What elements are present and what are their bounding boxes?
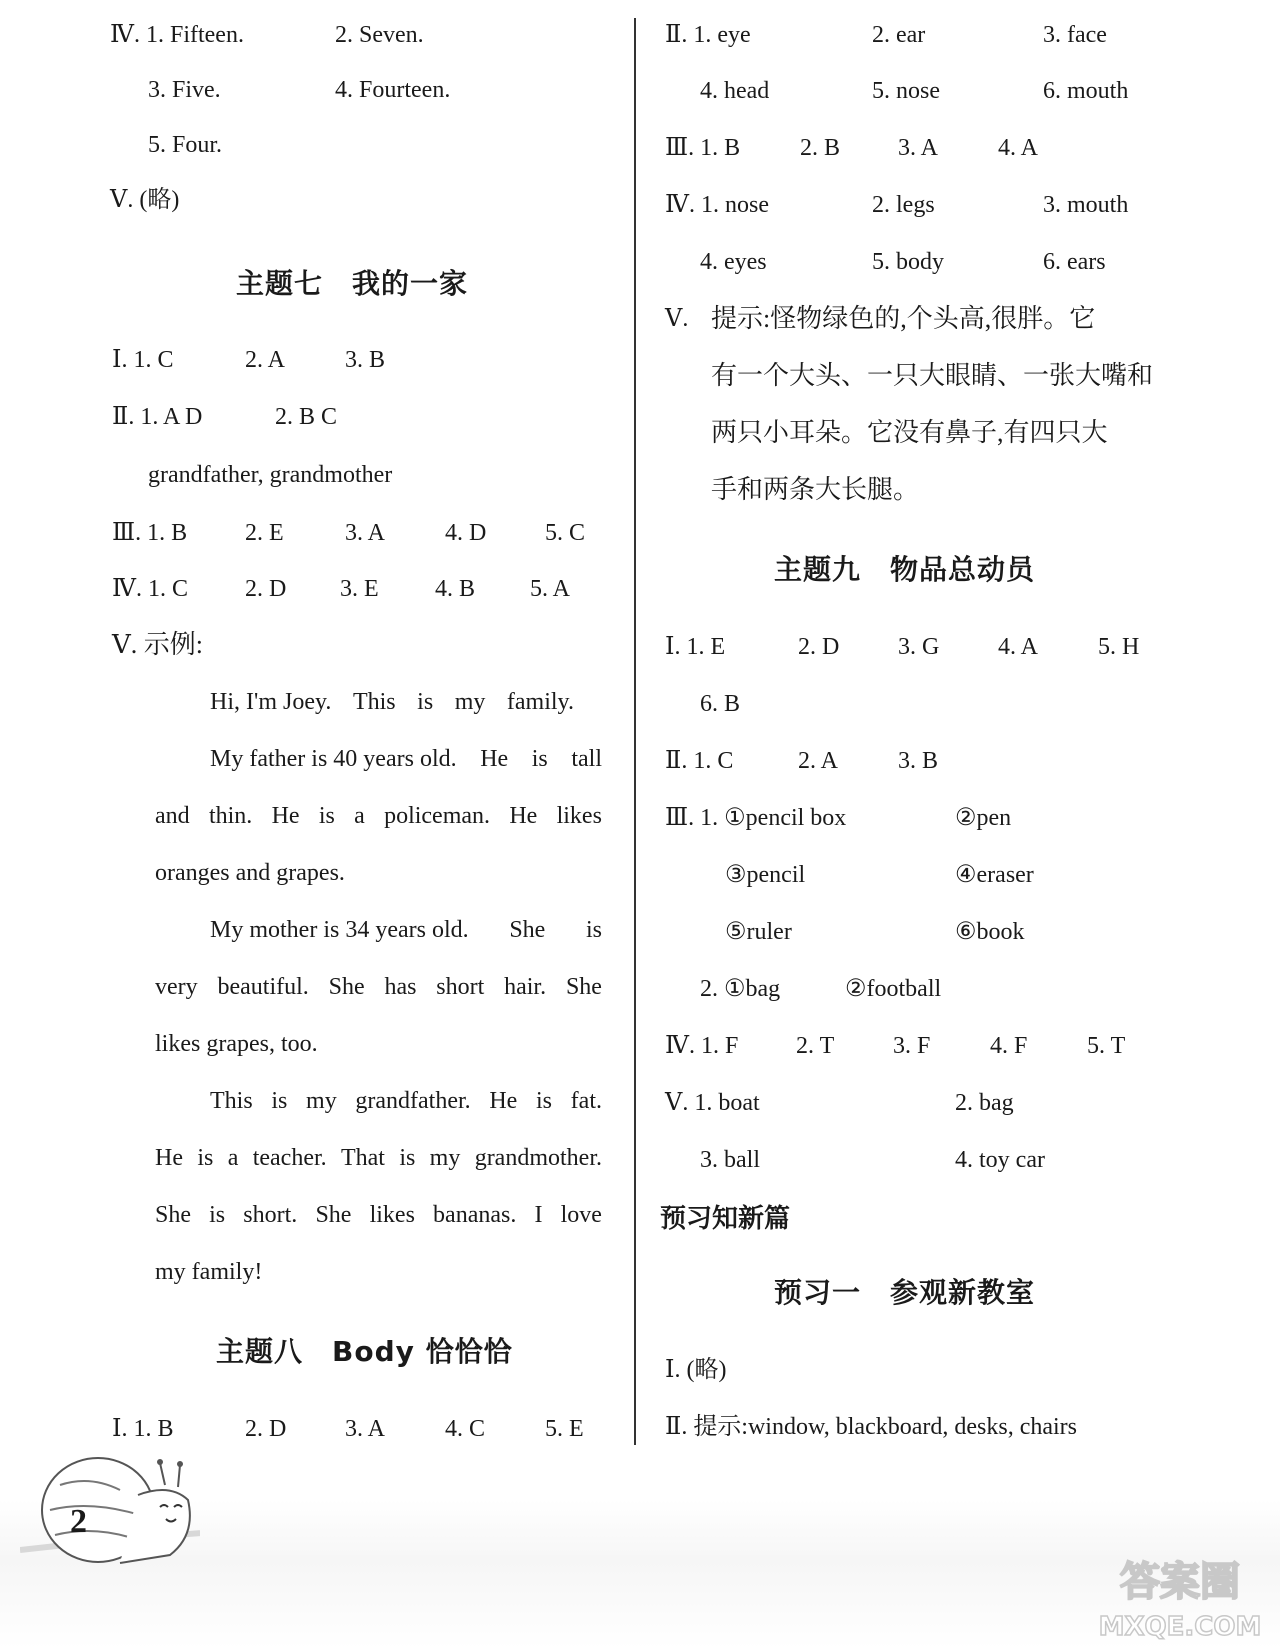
- t9-iii-7: 2. ①bag: [700, 976, 781, 1002]
- snail-icon: [20, 1455, 200, 1570]
- t7-iii-4: 4. D: [445, 520, 487, 546]
- r-iv-1: Ⅳ. 1. nose: [665, 192, 769, 218]
- t7-iii-1: Ⅲ. 1. B: [112, 520, 188, 546]
- r-v-line-4: 手和两条大长腿。: [711, 475, 920, 504]
- t9-i-6: 6. B: [700, 691, 741, 717]
- t7-i-1: Ⅰ. 1. C: [112, 347, 174, 373]
- t8-i-2: 2. D: [245, 1416, 287, 1442]
- t9-v-2: 2. bag: [955, 1090, 1014, 1116]
- t9-ii-3: 3. B: [898, 748, 939, 774]
- r-ii-4: 4. head: [700, 78, 770, 104]
- t9-i-5: 5. H: [1098, 634, 1140, 660]
- t9-iv-3: 3. F: [893, 1033, 931, 1059]
- r-iv-2: 2. legs: [872, 192, 935, 218]
- t7-ii-2: 2. B C: [275, 404, 338, 430]
- t8-i-1: Ⅰ. 1. B: [112, 1416, 174, 1442]
- t7-iv-1: Ⅳ. 1. C: [112, 576, 188, 602]
- answer-l-4-5: 5. Four.: [148, 132, 223, 158]
- r-ii-3: 3. face: [1043, 22, 1107, 48]
- column-divider: [634, 18, 636, 1445]
- section-heading: 预习知新篇: [660, 1204, 791, 1234]
- t9-v-1: Ⅴ. 1. boat: [665, 1090, 760, 1116]
- t9-i-2: 2. D: [798, 634, 840, 660]
- t7-iv-2: 2. D: [245, 576, 287, 602]
- t9-v-4: 4. toy car: [955, 1147, 1045, 1173]
- t9-iii-4: ④eraser: [955, 862, 1034, 888]
- r-iii-2: 2. B: [800, 135, 841, 161]
- t9-iv-2: 2. T: [796, 1033, 835, 1059]
- t9-iv-1: Ⅳ. 1. F: [665, 1033, 739, 1059]
- r-iii-1: Ⅲ. 1. B: [665, 135, 741, 161]
- page-number: 2: [70, 1503, 87, 1540]
- t9-iii-1: Ⅲ. 1. ①pencil box: [665, 805, 847, 831]
- svg-text:MXQE.COM: MXQE.COM: [1098, 1612, 1262, 1642]
- answer-l-5: Ⅴ. (略): [110, 187, 180, 213]
- essay-line-3: and thin. He is a policeman. He likes: [155, 803, 602, 829]
- t9-i-4: 4. A: [998, 634, 1039, 660]
- t9-i-3: 3. G: [898, 634, 940, 660]
- essay-line-2: My father is 40 years old. He is tall: [210, 746, 602, 772]
- essay-line-1: Hi, I'm Joey. This is my family.: [210, 689, 574, 715]
- t7-i-2: 2. A: [245, 347, 286, 373]
- t7-v-label: Ⅴ. 示例:: [112, 630, 204, 659]
- t7-iii-2: 2. E: [245, 520, 284, 546]
- t8-i-3: 3. A: [345, 1416, 386, 1442]
- r-iii-4: 4. A: [998, 135, 1039, 161]
- t9-iii-5: ⑤ruler: [725, 919, 792, 945]
- t8-i-4: 4. C: [445, 1416, 486, 1442]
- t7-iv-3: 3. E: [340, 576, 379, 602]
- r-v-line-1: 提示:怪物绿色的,个头高,很胖。它: [711, 304, 1096, 333]
- answer-l-4-2: 2. Seven.: [335, 22, 424, 48]
- r-v-line-2: 有一个大头、一只大眼睛、一张大嘴和: [711, 361, 1154, 390]
- r-iv-4: 4. eyes: [700, 249, 767, 275]
- r-iv-3: 3. mouth: [1043, 192, 1129, 218]
- r-ii-1: Ⅱ. 1. eye: [665, 22, 751, 48]
- watermark-logo: [1090, 1550, 1270, 1645]
- essay-line-8: This is my grandfather. He is fat.: [210, 1088, 602, 1114]
- theme9-title: 主题九 物品总动员: [774, 553, 1036, 586]
- t8-i-5: 5. E: [545, 1416, 584, 1442]
- p1-i: Ⅰ. (略): [665, 1357, 727, 1383]
- answer-l-4-3: 3. Five.: [148, 77, 221, 103]
- t9-iii-3: ③pencil: [725, 862, 806, 888]
- essay-line-9: He is a teacher. That is my grandmother.: [155, 1145, 602, 1171]
- t9-iii-2: ②pen: [955, 805, 1012, 831]
- theme8-title: 主题八 Body 恰恰恰: [216, 1335, 513, 1368]
- r-ii-5: 5. nose: [872, 78, 940, 104]
- t7-iv-5: 5. A: [530, 576, 571, 602]
- svg-text:答案圈: 答案圈: [1120, 1559, 1240, 1605]
- r-ii-6: 6. mouth: [1043, 78, 1129, 104]
- t9-i-1: Ⅰ. 1. E: [665, 634, 726, 660]
- t9-v-3: 3. ball: [700, 1147, 760, 1173]
- t7-ii-1: Ⅱ. 1. A D: [112, 404, 203, 430]
- t9-iii-8: ②football: [845, 976, 942, 1002]
- r-v-label: Ⅴ.: [665, 306, 689, 332]
- answer-l-4-4: 4. Fourteen.: [335, 77, 451, 103]
- t7-iv-4: 4. B: [435, 576, 476, 602]
- p1-ii: Ⅱ. 提示:window, blackboard, desks, chairs: [665, 1414, 1078, 1440]
- t7-iii-3: 3. A: [345, 520, 386, 546]
- r-iii-3: 3. A: [898, 135, 939, 161]
- t7-iii-5: 5. C: [545, 520, 586, 546]
- t9-ii-2: 2. A: [798, 748, 839, 774]
- r-iv-6: 6. ears: [1043, 249, 1106, 275]
- essay-line-4: oranges and grapes.: [155, 860, 345, 886]
- answer-l-4-1: Ⅳ. 1. Fifteen.: [110, 22, 244, 48]
- t9-iv-5: 5. T: [1087, 1033, 1126, 1059]
- r-v-line-3: 两只小耳朵。它没有鼻子,有四只大: [711, 418, 1108, 447]
- essay-line-5: My mother is 34 years old. She is: [210, 917, 602, 943]
- theme7-title: 主题七 我的一家: [236, 267, 469, 300]
- t9-iv-4: 4. F: [990, 1033, 1028, 1059]
- r-iv-5: 5. body: [872, 249, 944, 275]
- essay-line-11: my family!: [155, 1259, 263, 1285]
- essay-line-7: likes grapes, too.: [155, 1031, 318, 1057]
- r-ii-2: 2. ear: [872, 22, 926, 48]
- t7-ii-note: grandfather, grandmother: [148, 462, 393, 488]
- essay-line-10: She is short. She likes bananas. I love: [155, 1202, 602, 1228]
- t9-iii-6: ⑥book: [955, 919, 1025, 945]
- t7-i-3: 3. B: [345, 347, 386, 373]
- t9-ii-1: Ⅱ. 1. C: [665, 748, 734, 774]
- essay-line-6: very beautiful. She has short hair. She: [155, 974, 602, 1000]
- preview1-title: 预习一 参观新教室: [774, 1276, 1036, 1309]
